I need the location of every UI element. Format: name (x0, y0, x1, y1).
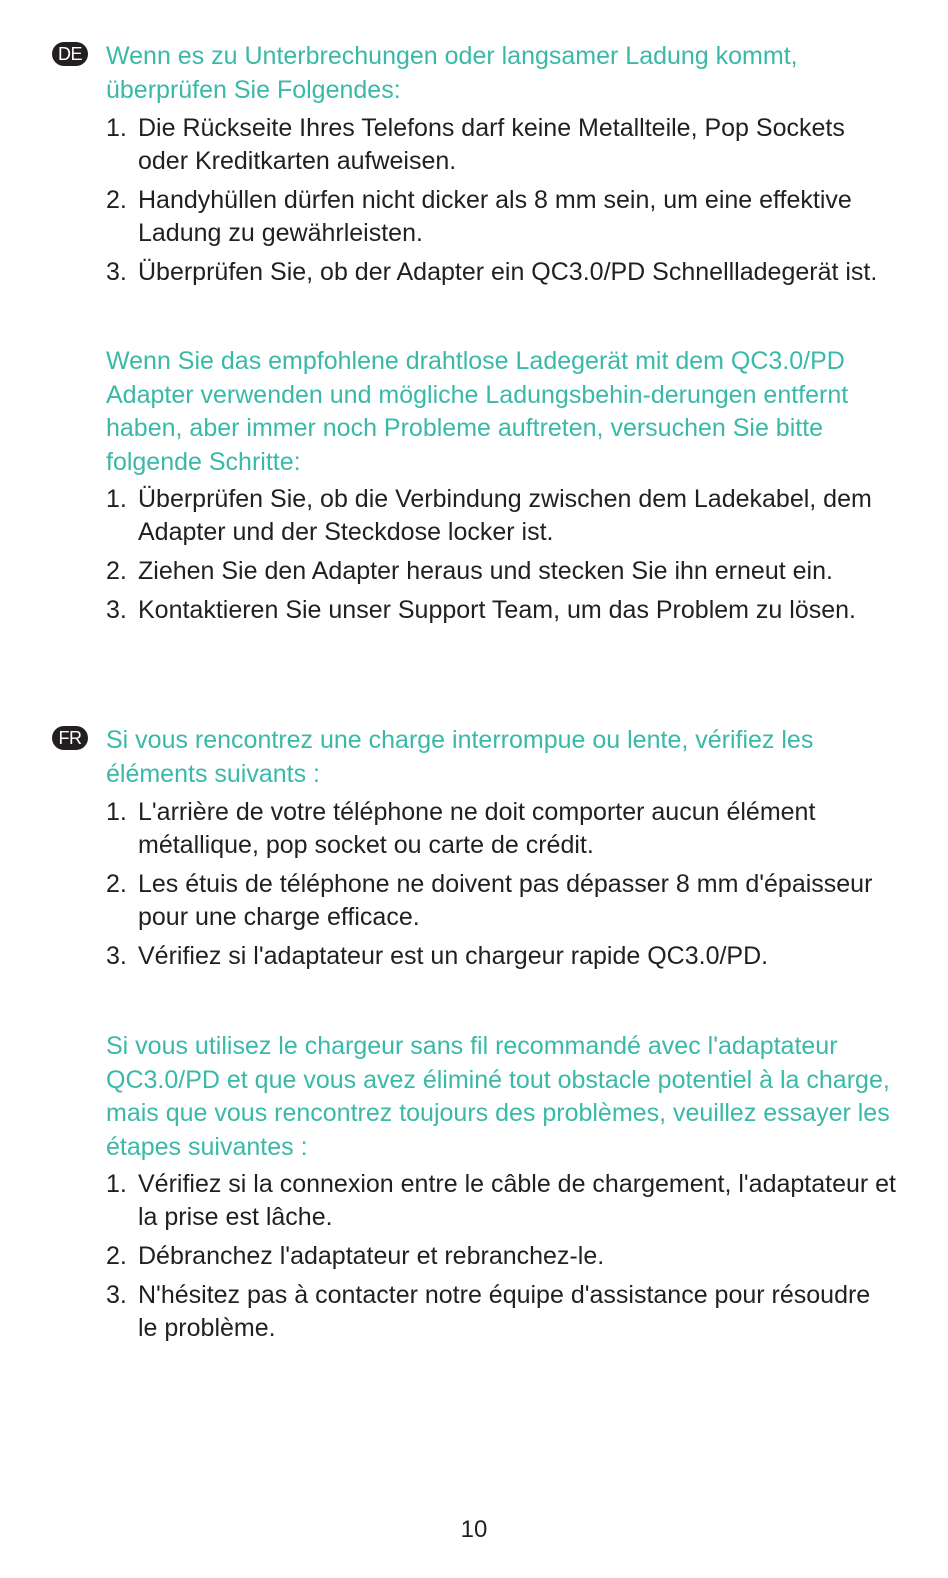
step-text: Überprüfen Sie, ob der Adapter ein QC3.0/PD Schnellladegerät ist. (138, 258, 878, 286)
list-item (106, 555, 896, 588)
step-text: L'arrière de votre téléphone ne doit comporter aucun élément métallique, pop socket ou carte de crédit. (138, 798, 816, 859)
language-badge-de: DE (52, 42, 88, 66)
step-text: Ziehen Sie den Adapter heraus und stecken Sie ihn erneut ein. (138, 557, 833, 585)
list-item (106, 184, 896, 250)
step-text: Handyhüllen dürfen nicht dicker als 8 mm sein, um eine effektive Ladung zu gewährleisten. (138, 186, 852, 247)
step-number: 3. (106, 1281, 127, 1309)
step-text: N'hésitez pas à contacter notre équipe d'assistance pour résoudre le problème. (138, 1281, 871, 1342)
list-item (106, 1279, 896, 1345)
step-text: Les étuis de téléphone ne doivent pas dépasser 8 mm d'épaisseur pour une charge efficace. (138, 870, 873, 931)
page-number: 10 (460, 1516, 488, 1543)
list-item (106, 594, 896, 627)
step-text: Kontaktieren Sie unser Support Team, um das Problem zu lösen. (138, 596, 856, 624)
step-text: Débranchez l'adaptateur et rebranchez-le. (138, 1242, 605, 1270)
list-item (106, 112, 896, 178)
de-section-1-heading: Wenn es zu Unterbrechungen oder langsamer Ladung kommt, überprüfen Sie Folgendes: (106, 42, 798, 104)
step-number: 1. (106, 485, 127, 513)
de-section-1-steps (106, 112, 896, 295)
step-number: 2. (106, 186, 127, 214)
fr-section-2-heading: Si vous utilisez le chargeur sans fil recommandé avec l'adaptateur QC3.0/PD et que vous avez éliminé tout obstacle potentiel à la charge, mais que vous rencontrez toujours des problèmes, veuillez essayer les étapes suivantes : (106, 1032, 890, 1161)
list-item (106, 796, 896, 862)
list-item (106, 1240, 896, 1273)
list-item (106, 483, 896, 549)
step-text: Die Rückseite Ihres Telefons darf keine Metallteile, Pop Sockets oder Kreditkarten aufweisen. (138, 114, 845, 175)
step-number: 1. (106, 798, 127, 826)
step-number: 2. (106, 870, 127, 898)
step-number: 1. (106, 1170, 127, 1198)
step-number: 2. (106, 557, 127, 585)
step-number: 3. (106, 596, 127, 624)
step-text: Vérifiez si la connexion entre le câble de chargement, l'adaptateur et la prise est lâche. (138, 1170, 897, 1231)
de-section-2-heading: Wenn Sie das empfohlene drahtlose Ladegerät mit dem QC3.0/PD Adapter verwenden und mögliche Ladungsbehin-derungen entfernt haben, aber immer noch Probleme auftreten, versuchen Sie bitte folgende Schritte: (106, 347, 849, 476)
step-text: Vérifiez si l'adaptateur est un chargeur rapide QC3.0/PD. (138, 942, 769, 970)
step-number: 2. (106, 1242, 127, 1270)
step-number: 1. (106, 114, 127, 142)
step-number: 3. (106, 258, 127, 286)
fr-section-2-steps (106, 1168, 896, 1351)
step-text: Überprüfen Sie, ob die Verbindung zwischen dem Ladekabel, dem Adapter und der Steckdose locker ist. (138, 485, 872, 546)
fr-section-1-heading: Si vous rencontrez une charge interrompue ou lente, vérifiez les éléments suivants : (106, 726, 814, 788)
step-number: 3. (106, 942, 127, 970)
de-section-2-steps (106, 483, 896, 633)
list-item (106, 940, 896, 973)
list-item (106, 868, 896, 934)
list-item (106, 1168, 896, 1234)
language-badge-fr: FR (52, 726, 88, 750)
fr-section-1-steps (106, 796, 896, 979)
list-item (106, 256, 896, 289)
